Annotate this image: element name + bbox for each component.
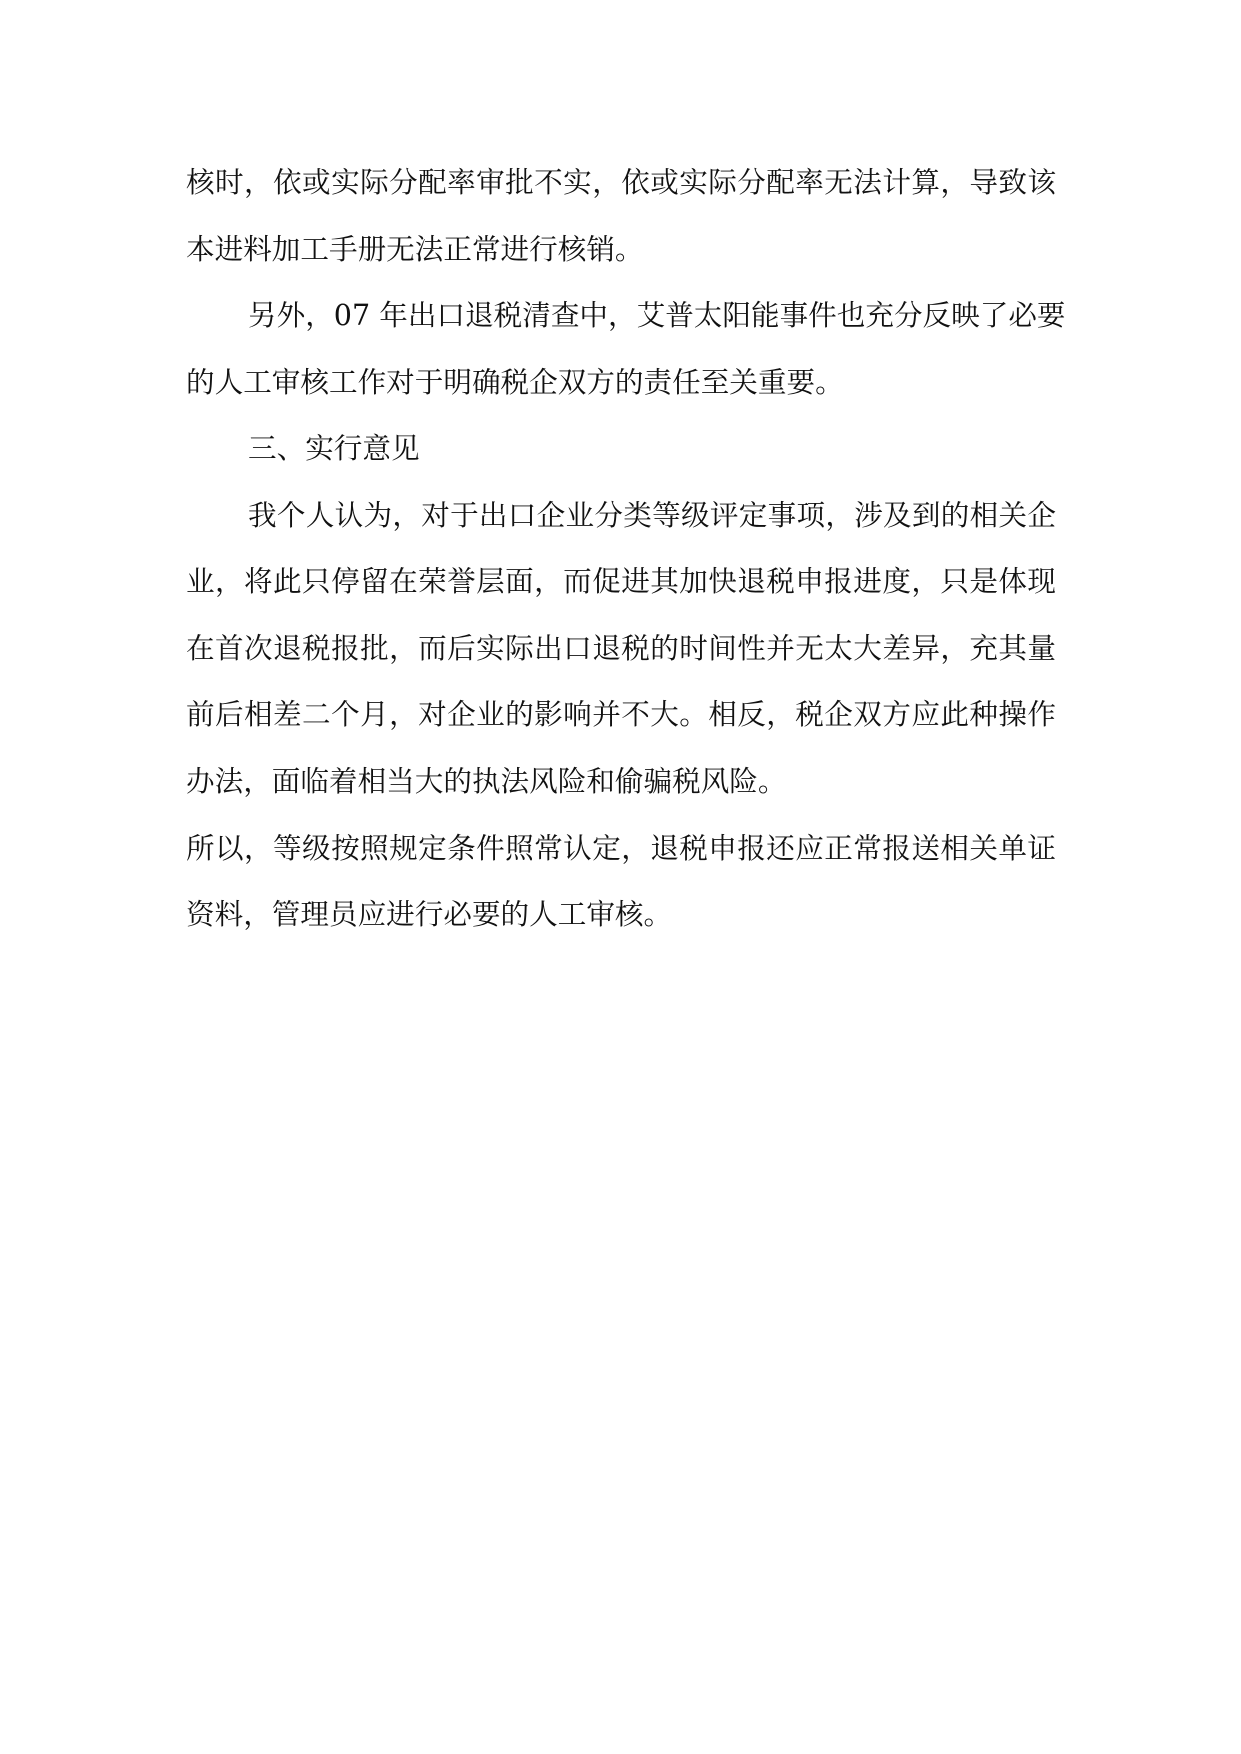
paragraph-line: 我个人认为，对于出口企业分类等级评定事项，涉及到的相关企 xyxy=(248,498,1056,532)
paragraph-line: 核时，依或实际分配率审批不实，依或实际分配率无法计算，导致该 xyxy=(186,165,1056,199)
paragraph-line: 业，将此只停留在荣誉层面，而促进其加快退税申报进度，只是体现 xyxy=(186,564,1056,598)
paragraph-line: 前后相差二个月，对企业的影响并不大。相反，税企双方应此种操作 xyxy=(186,697,1056,731)
paragraph-line: 资料，管理员应进行必要的人工审核。 xyxy=(186,897,673,931)
paragraph-line: 另外，07 年出口退税清查中，艾普太阳能事件也充分反映了必要 xyxy=(248,298,1066,332)
paragraph-line: 的人工审核工作对于明确税企双方的责任至关重要。 xyxy=(186,365,844,399)
paragraph-line: 本进料加工手册无法正常进行核销。 xyxy=(186,232,644,266)
paragraph-line: 在首次退税报批，而后实际出口退税的时间性并无太大差异，充其量 xyxy=(186,631,1056,665)
paragraph-line: 办法，面临着相当大的执法风险和偷骗税风险。 xyxy=(186,764,787,798)
paragraph-line: 所以，等级按照规定条件照常认定，退税申报还应正常报送相关单证 xyxy=(186,831,1056,865)
section-heading: 三、实行意见 xyxy=(248,431,420,465)
